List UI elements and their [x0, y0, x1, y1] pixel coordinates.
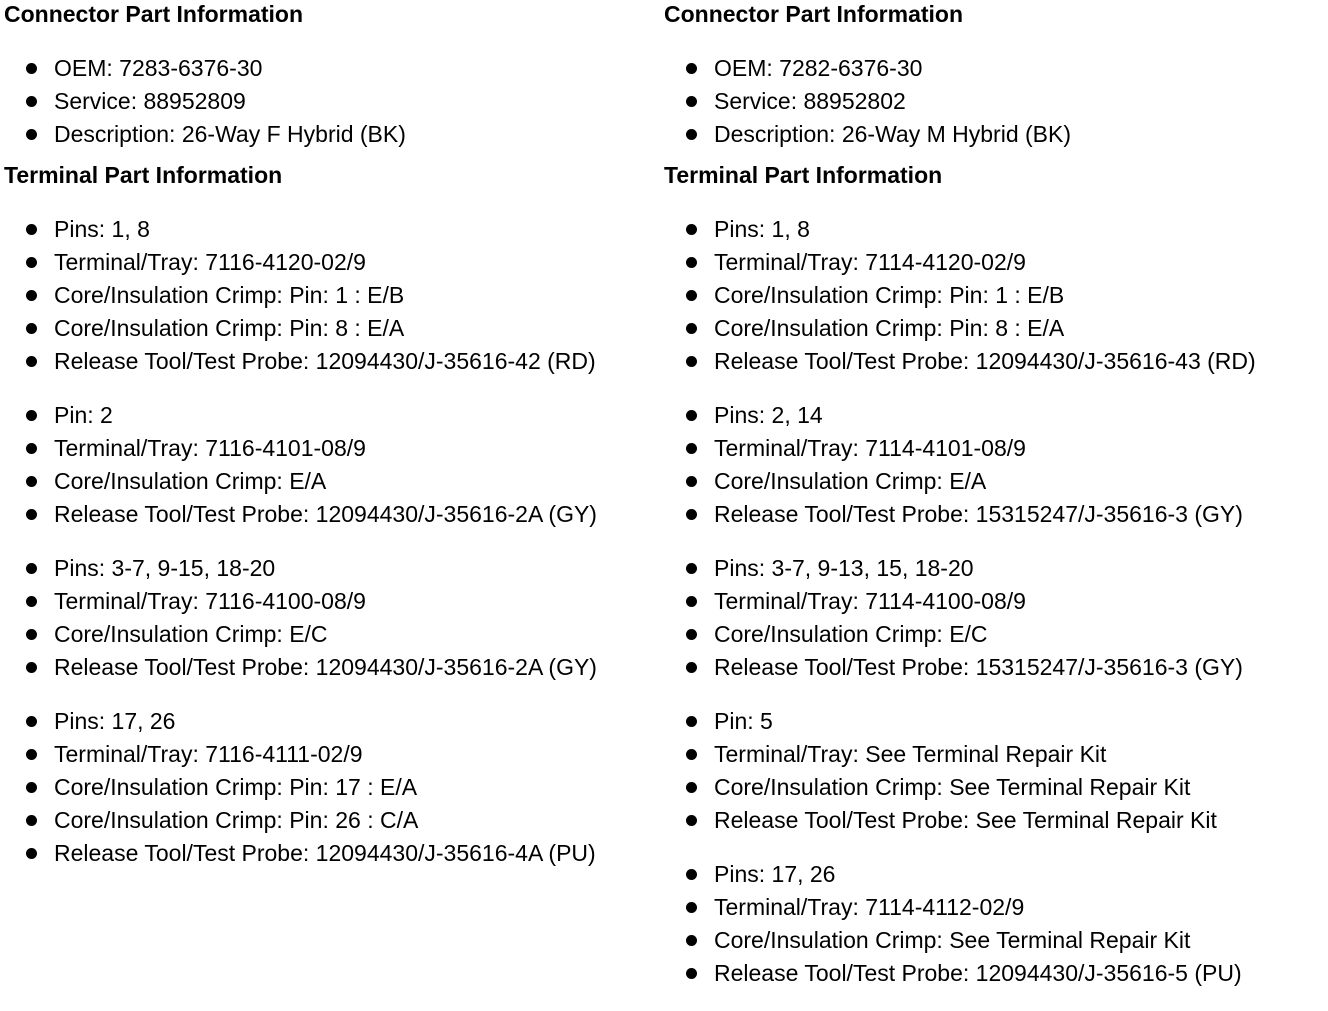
- item-text: Release Tool/Test Probe: 12094430/J-35616-2A (GY): [54, 654, 597, 680]
- connector-list: [4, 52, 654, 151]
- item-text: Core/Insulation Crimp: E/C: [714, 621, 988, 647]
- item-text: Pin: 2: [54, 402, 113, 428]
- bullet-icon: [686, 935, 697, 946]
- bullet-icon: [26, 815, 37, 826]
- bullet-icon: [26, 63, 37, 74]
- list-item: [4, 432, 654, 465]
- item-text: Terminal/Tray: 7114-4100-08/9: [714, 588, 1026, 614]
- list-item: [664, 891, 1324, 924]
- bullet-icon: [26, 410, 37, 421]
- bullet-icon: [26, 662, 37, 673]
- item-text: Release Tool/Test Probe: 12094430/J-35616-5 (PU): [714, 960, 1242, 986]
- list-item: [4, 465, 654, 498]
- item-text: Core/Insulation Crimp: See Terminal Repair Kit: [714, 774, 1191, 800]
- list-item: [4, 618, 654, 651]
- item-text: Release Tool/Test Probe: 12094430/J-35616-2A (GY): [54, 501, 597, 527]
- bullet-icon: [26, 749, 37, 760]
- item-text: Terminal/Tray: 7116-4100-08/9: [54, 588, 366, 614]
- bullet-icon: [686, 63, 697, 74]
- bullet-icon: [26, 443, 37, 454]
- bullet-icon: [686, 596, 697, 607]
- terminal-group: [4, 552, 654, 684]
- bullet-icon: [686, 356, 697, 367]
- list-item: [4, 118, 654, 151]
- list-item: [664, 465, 1324, 498]
- item-text: Release Tool/Test Probe: 12094430/J-35616-4A (PU): [54, 840, 596, 866]
- list-item: [664, 957, 1324, 990]
- connector-heading: Connector Part Information: [4, 1, 304, 27]
- item-text: Core/Insulation Crimp: Pin: 8 : E/A: [54, 315, 405, 341]
- list-item: [664, 52, 1324, 85]
- list-item: [664, 585, 1324, 618]
- bullet-icon: [686, 224, 697, 235]
- item-text: Core/Insulation Crimp: Pin: 17 : E/A: [54, 774, 418, 800]
- item-text: Service: 88952809: [54, 88, 246, 114]
- item-text: Description: 26-Way F Hybrid (BK): [54, 121, 406, 147]
- terminal-group: [664, 858, 1324, 990]
- list-item: [4, 85, 654, 118]
- bullet-icon: [686, 257, 697, 268]
- item-text: Core/Insulation Crimp: E/C: [54, 621, 328, 647]
- item-text: Terminal/Tray: 7114-4101-08/9: [714, 435, 1026, 461]
- bullet-icon: [686, 410, 697, 421]
- item-text: Release Tool/Test Probe: 12094430/J-35616-43 (RD): [714, 348, 1256, 374]
- list-item: [664, 498, 1324, 531]
- list-item: [664, 399, 1324, 432]
- item-text: Core/Insulation Crimp: Pin: 1 : E/B: [54, 282, 405, 308]
- list-item: [4, 837, 654, 870]
- bullet-icon: [26, 290, 37, 301]
- item-text: Pins: 1, 8: [54, 216, 150, 242]
- terminal-groups: [4, 213, 654, 870]
- item-text: Core/Insulation Crimp: Pin: 1 : E/B: [714, 282, 1065, 308]
- bullet-icon: [686, 815, 697, 826]
- terminal-group: [664, 213, 1324, 378]
- list-item: [4, 585, 654, 618]
- bullet-icon: [686, 782, 697, 793]
- terminal-group: [664, 399, 1324, 531]
- terminal-heading: Terminal Part Information: [4, 162, 283, 188]
- item-text: OEM: 7283-6376-30: [54, 55, 263, 81]
- list-item: [4, 738, 654, 771]
- bullet-icon: [686, 129, 697, 140]
- item-text: Pin: 5: [714, 708, 773, 734]
- terminal-group: [664, 552, 1324, 684]
- list-item: [4, 498, 654, 531]
- list-item: [664, 651, 1324, 684]
- terminal-groups: [664, 213, 1324, 990]
- bullet-icon: [26, 129, 37, 140]
- item-text: Core/Insulation Crimp: E/A: [714, 468, 987, 494]
- list-item: [4, 345, 654, 378]
- list-item: [664, 279, 1324, 312]
- item-text: Pins: 3-7, 9-13, 15, 18-20: [714, 555, 974, 581]
- bullet-icon: [686, 629, 697, 640]
- list-item: [664, 858, 1324, 891]
- item-text: Terminal/Tray: 7114-4120-02/9: [714, 249, 1026, 275]
- list-item: [664, 771, 1324, 804]
- item-text: Core/Insulation Crimp: Pin: 8 : E/A: [714, 315, 1065, 341]
- list-item: [664, 118, 1324, 151]
- list-item: [664, 345, 1324, 378]
- list-item: [4, 804, 654, 837]
- item-text: Core/Insulation Crimp: E/A: [54, 468, 327, 494]
- list-item: [4, 312, 654, 345]
- list-item: [664, 312, 1324, 345]
- list-item: [664, 213, 1324, 246]
- bullet-icon: [26, 96, 37, 107]
- list-item: [4, 279, 654, 312]
- bullet-icon: [26, 356, 37, 367]
- terminal-group: [4, 705, 654, 870]
- bullet-icon: [26, 257, 37, 268]
- bullet-icon: [686, 290, 697, 301]
- list-item: [664, 738, 1324, 771]
- bullet-icon: [686, 443, 697, 454]
- left-column: [4, 0, 654, 891]
- terminal-group: [4, 213, 654, 378]
- bullet-icon: [686, 869, 697, 880]
- list-item: [664, 552, 1324, 585]
- list-item: [4, 651, 654, 684]
- bullet-icon: [686, 563, 697, 574]
- item-text: Terminal/Tray: 7116-4120-02/9: [54, 249, 366, 275]
- list-item: [664, 432, 1324, 465]
- item-text: Terminal/Tray: 7114-4112-02/9: [714, 894, 1025, 920]
- bullet-icon: [26, 563, 37, 574]
- list-item: [4, 246, 654, 279]
- bullet-icon: [686, 323, 697, 334]
- bullet-icon: [26, 782, 37, 793]
- bullet-icon: [26, 509, 37, 520]
- terminal-group: [4, 399, 654, 531]
- item-text: Pins: 1, 8: [714, 216, 810, 242]
- list-item: [4, 399, 654, 432]
- item-text: Description: 26-Way M Hybrid (BK): [714, 121, 1072, 147]
- list-item: [4, 771, 654, 804]
- item-text: Terminal/Tray: See Terminal Repair Kit: [714, 741, 1107, 767]
- list-item: [664, 618, 1324, 651]
- list-item: [664, 246, 1324, 279]
- item-text: Pins: 17, 26: [714, 861, 836, 887]
- bullet-icon: [686, 509, 697, 520]
- list-item: [4, 705, 654, 738]
- list-item: [664, 804, 1324, 837]
- item-text: Release Tool/Test Probe: 15315247/J-35616-3 (GY): [714, 501, 1243, 527]
- list-item: [664, 705, 1324, 738]
- item-text: Pins: 3-7, 9-15, 18-20: [54, 555, 276, 581]
- bullet-icon: [26, 629, 37, 640]
- bullet-icon: [26, 716, 37, 727]
- bullet-icon: [26, 323, 37, 334]
- bullet-icon: [686, 476, 697, 487]
- item-text: Core/Insulation Crimp: See Terminal Repair Kit: [714, 927, 1191, 953]
- item-text: Release Tool/Test Probe: 12094430/J-35616-42 (RD): [54, 348, 596, 374]
- item-text: Core/Insulation Crimp: Pin: 26 : C/A: [54, 807, 419, 833]
- bullet-icon: [26, 476, 37, 487]
- bullet-icon: [26, 848, 37, 859]
- item-text: Release Tool/Test Probe: See Terminal Repair Kit: [714, 807, 1217, 833]
- bullet-icon: [686, 749, 697, 760]
- item-text: Pins: 2, 14: [714, 402, 823, 428]
- bullet-icon: [686, 96, 697, 107]
- list-item: [664, 85, 1324, 118]
- list-item: [4, 52, 654, 85]
- bullet-icon: [686, 968, 697, 979]
- list-item: [664, 924, 1324, 957]
- item-text: Release Tool/Test Probe: 15315247/J-35616-3 (GY): [714, 654, 1243, 680]
- bullet-icon: [26, 596, 37, 607]
- item-text: Terminal/Tray: 7116-4101-08/9: [54, 435, 366, 461]
- item-text: Pins: 17, 26: [54, 708, 176, 734]
- item-text: Terminal/Tray: 7116-4111-02/9: [54, 741, 363, 767]
- terminal-heading: Terminal Part Information: [664, 162, 943, 188]
- bullet-icon: [686, 662, 697, 673]
- right-column: [664, 0, 1324, 1011]
- connector-list: [664, 52, 1324, 151]
- connector-heading: Connector Part Information: [664, 1, 964, 27]
- bullet-icon: [686, 716, 697, 727]
- item-text: OEM: 7282-6376-30: [714, 55, 923, 81]
- bullet-icon: [686, 902, 697, 913]
- bullet-icon: [26, 224, 37, 235]
- list-item: [4, 552, 654, 585]
- terminal-group: [664, 705, 1324, 837]
- item-text: Service: 88952802: [714, 88, 906, 114]
- list-item: [4, 213, 654, 246]
